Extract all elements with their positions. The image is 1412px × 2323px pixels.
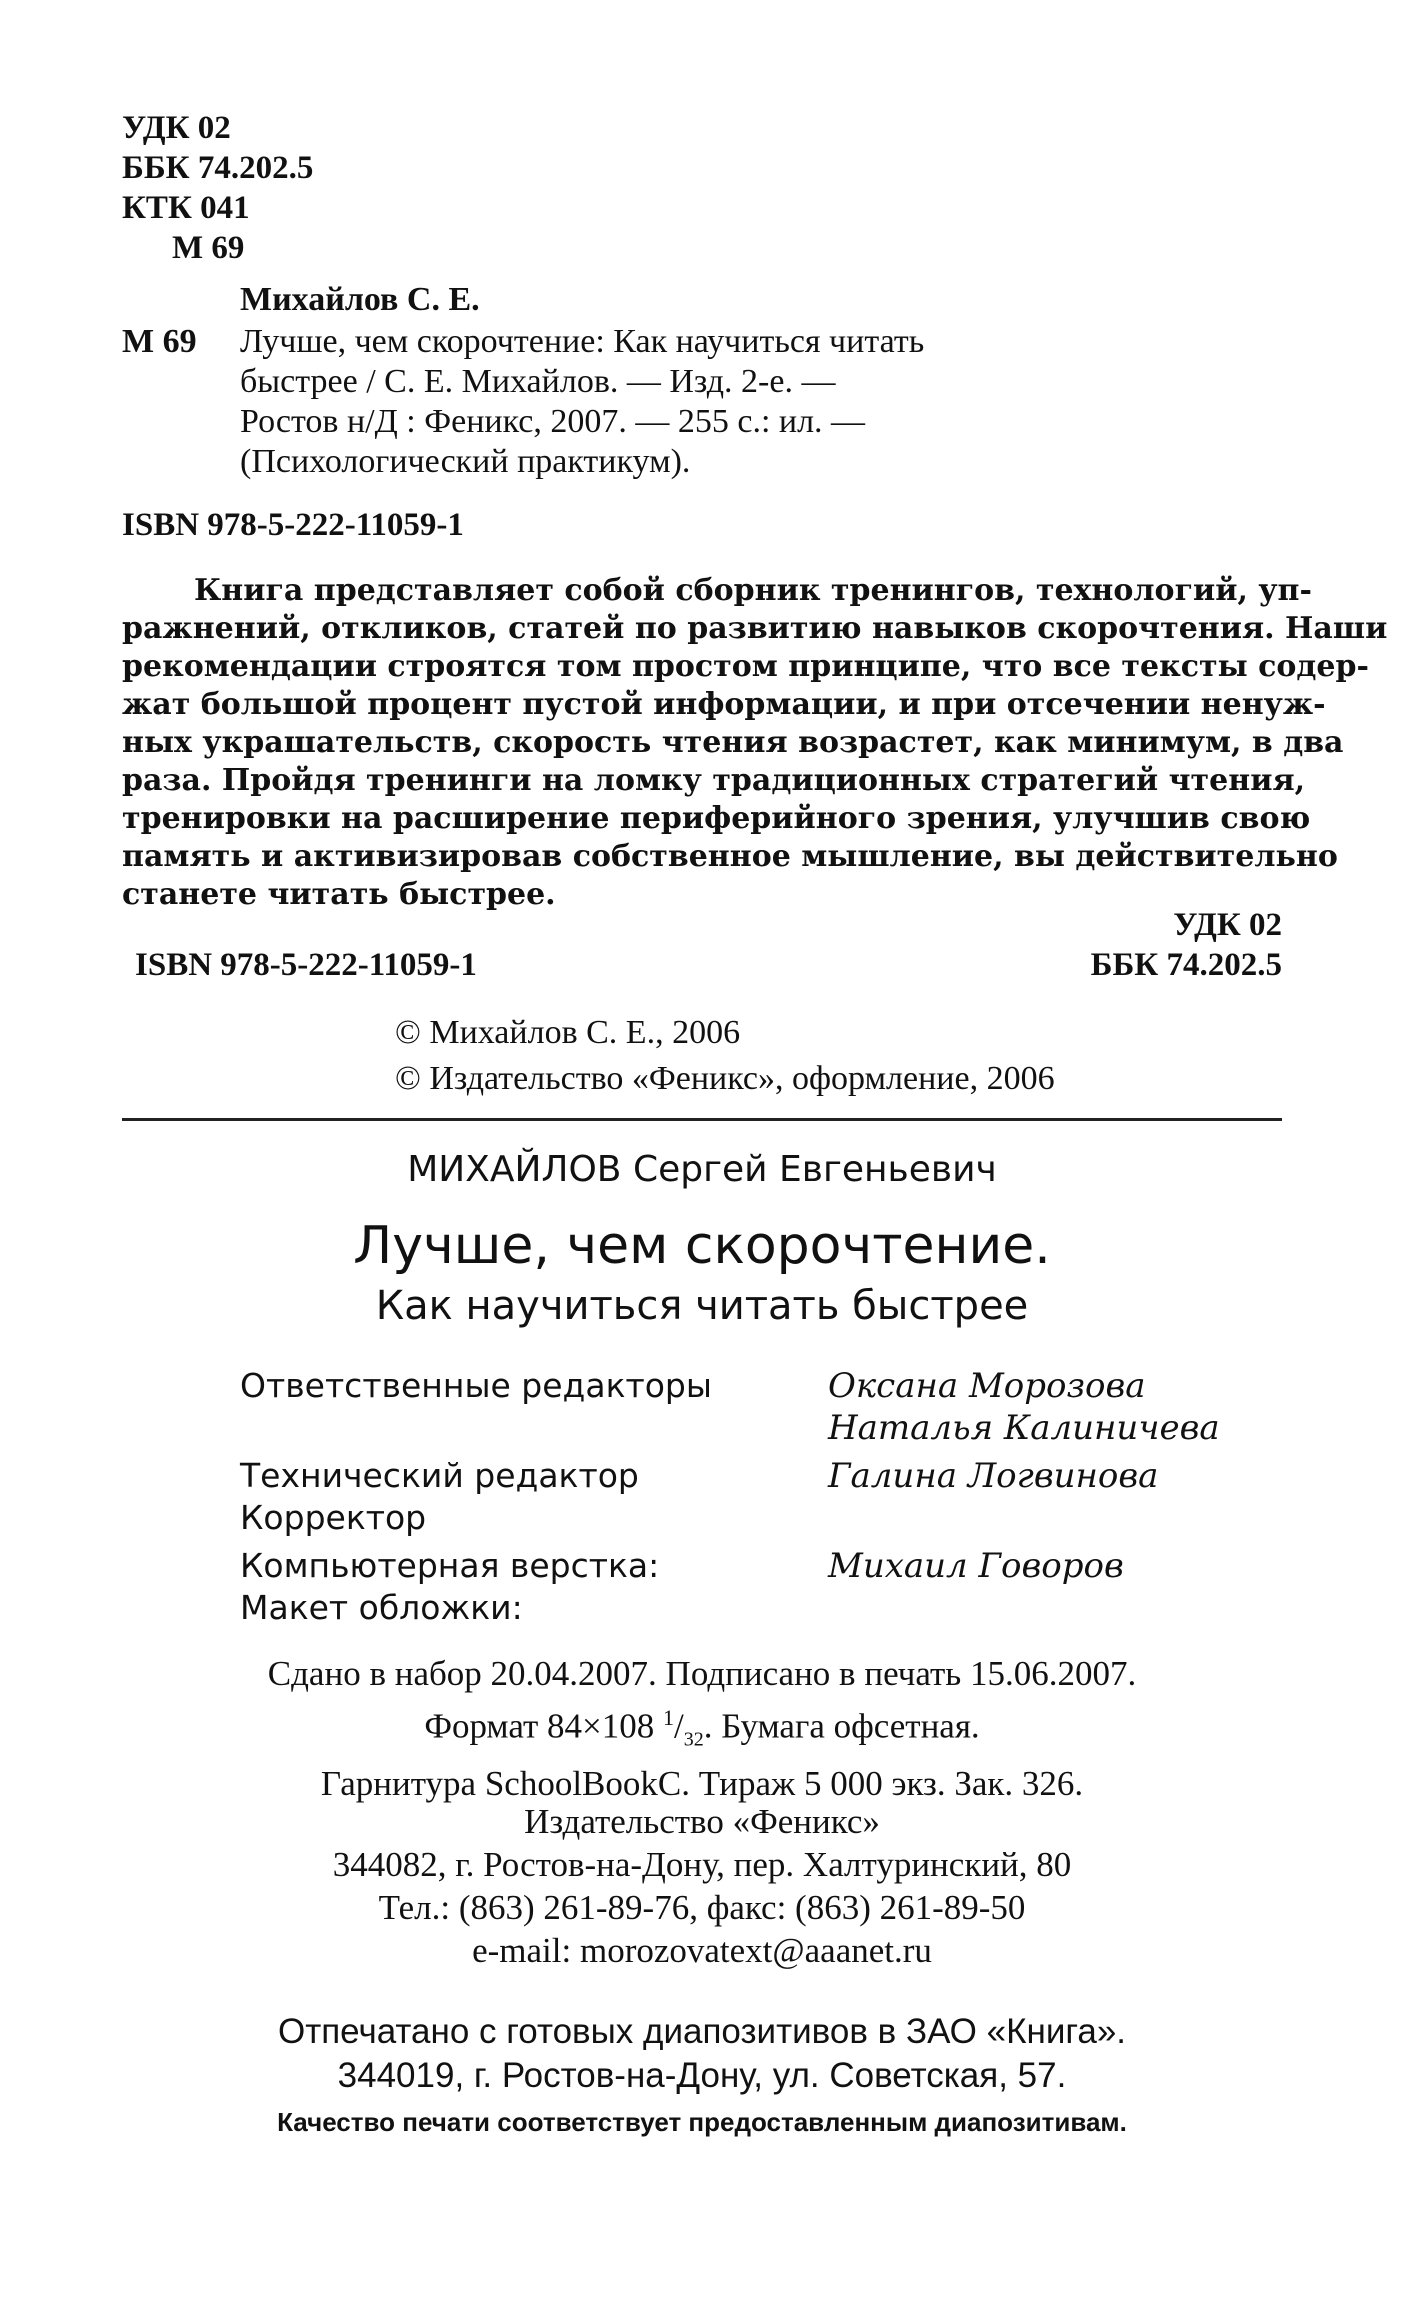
imprint-subtitle: Как научиться читать быстрее — [375, 1283, 1029, 1329]
catalog-author: Михайлов С. Е. — [240, 281, 480, 318]
credit-name: Михаил Говоров — [828, 1546, 1124, 1586]
credit-name: Наталья Калиничева — [828, 1408, 1220, 1448]
print-line: Сдано в набор 20.04.2007. Подписано в печать 15.06.2007. — [267, 1654, 1137, 1693]
publisher-block — [122, 1800, 1282, 1972]
author-code: М 69 — [172, 230, 245, 266]
printer-quality: Качество печати соответствует предоставленным диапозитивам. — [277, 2107, 1127, 2137]
annotation-line: ных украшательств, скорость чтения возрастет, как минимум, в два — [122, 725, 1344, 760]
publisher-name: Издательство «Феникс» — [524, 1802, 880, 1841]
annotation-line: Книга представляет собой сборник тренингов, технологий, уп- — [194, 573, 1312, 608]
imprint-author: МИХАЙЛОВ Сергей Евгеньевич — [407, 1149, 997, 1190]
catalog-line: быстрее / С. Е. Михайлов. — Изд. 2-е. — — [240, 363, 836, 400]
catalog-line: Лучше, чем скорочтение: Как научиться читать — [240, 323, 925, 360]
udk-code: УДК 02 — [122, 110, 231, 146]
footer-isbn: ISBN 978-5-222-11059-1 — [135, 947, 477, 983]
copyright-author: © Михайлов С. Е., 2006 — [395, 1014, 741, 1051]
printer-line: 344019, г. Ростов-на-Дону, ул. Советская, 57. — [337, 2056, 1067, 2095]
catalog-code: М 69 — [122, 323, 197, 360]
credit-name: Оксана Морозова — [828, 1366, 1146, 1406]
credit-role: Технический редактор — [240, 1456, 639, 1495]
printer-block — [122, 2010, 1282, 2098]
section-divider — [122, 1118, 1282, 1121]
print-details — [122, 1652, 1282, 1806]
footer-udk: УДК 02 — [1173, 907, 1282, 943]
publisher-email: e-mail: morozovatext@aaanet.ru — [472, 1931, 932, 1970]
imprint-title: Лучше, чем скорочтение. — [353, 1216, 1051, 1276]
credit-name: Галина Логвинова — [828, 1456, 1159, 1496]
annotation — [122, 572, 1388, 914]
catalog-line: (Психологический практикум). — [240, 443, 691, 480]
annotation-line: ражнений, откликов, статей по развитию навыков скорочтения. Наши — [122, 611, 1388, 646]
fraction-numerator: 1 — [663, 1705, 675, 1730]
print-format: Формат 84×108 $^1/_{32}$. Бумага офсетная. — [424, 1705, 980, 1751]
ktk-code: КТК 041 — [122, 190, 250, 226]
annotation-line: раза. Пройдя тренинги на ломку традиционных стратегий чтения, — [122, 763, 1306, 798]
credit-role: Ответственные редакторы — [240, 1366, 712, 1405]
catalog-line: Ростов н/Д : Феникс, 2007. — 255 с.: ил. — — [240, 403, 866, 440]
credit-name — [828, 1497, 1220, 1539]
classification-block — [122, 108, 313, 268]
format-suffix: . Бумага офсетная. — [703, 1706, 980, 1746]
credit-name — [828, 1587, 1220, 1629]
fraction-denominator: 32 — [683, 1728, 704, 1751]
credits-roles — [240, 1365, 712, 1629]
bbk-code: ББК 74.202.5 — [122, 150, 314, 186]
publisher-address: 344082, г. Ростов-на-Дону, пер. Халтуринский, 80 — [332, 1845, 1072, 1884]
printer-line: Отпечатано с готовых диапозитивов в ЗАО «Книга». — [277, 2012, 1127, 2051]
footer-bbk: ББК 74.202.5 — [1090, 947, 1282, 983]
annotation-line: тренировки на расширение периферийного зрения, улучшив свою — [122, 801, 1311, 836]
catalog-isbn: ISBN 978-5-222-11059-1 — [122, 507, 464, 543]
print-line: Гарнитура SchoolBookC. Тираж 5 000 экз. Зак. 326. — [320, 1763, 1084, 1803]
copyright-block — [395, 1010, 1055, 1102]
credit-role: Корректор — [240, 1498, 427, 1537]
credit-role: Макет обложки: — [240, 1588, 523, 1627]
credit-role: Компьютерная верстка: — [240, 1546, 660, 1585]
credit-role — [240, 1407, 712, 1449]
publisher-phone: Тел.: (863) 261-89-76, факс: (863) 261-89-50 — [378, 1888, 1026, 1927]
format-prefix: Формат 84×108 — [424, 1706, 664, 1746]
credits-names — [828, 1365, 1220, 1629]
catalog-description — [240, 322, 924, 482]
copyright-publisher: © Издательство «Феникс», оформление, 2006 — [395, 1060, 1055, 1097]
annotation-line: станете читать быстрее. — [122, 877, 556, 912]
annotation-line: память и активизировав собственное мышление, вы действительно — [122, 839, 1338, 874]
annotation-line: рекомендации строятся том простом принципе, что все тексты содер- — [122, 649, 1369, 684]
annotation-line: жат большой процент пустой информации, и при отсечении ненуж- — [122, 687, 1326, 722]
